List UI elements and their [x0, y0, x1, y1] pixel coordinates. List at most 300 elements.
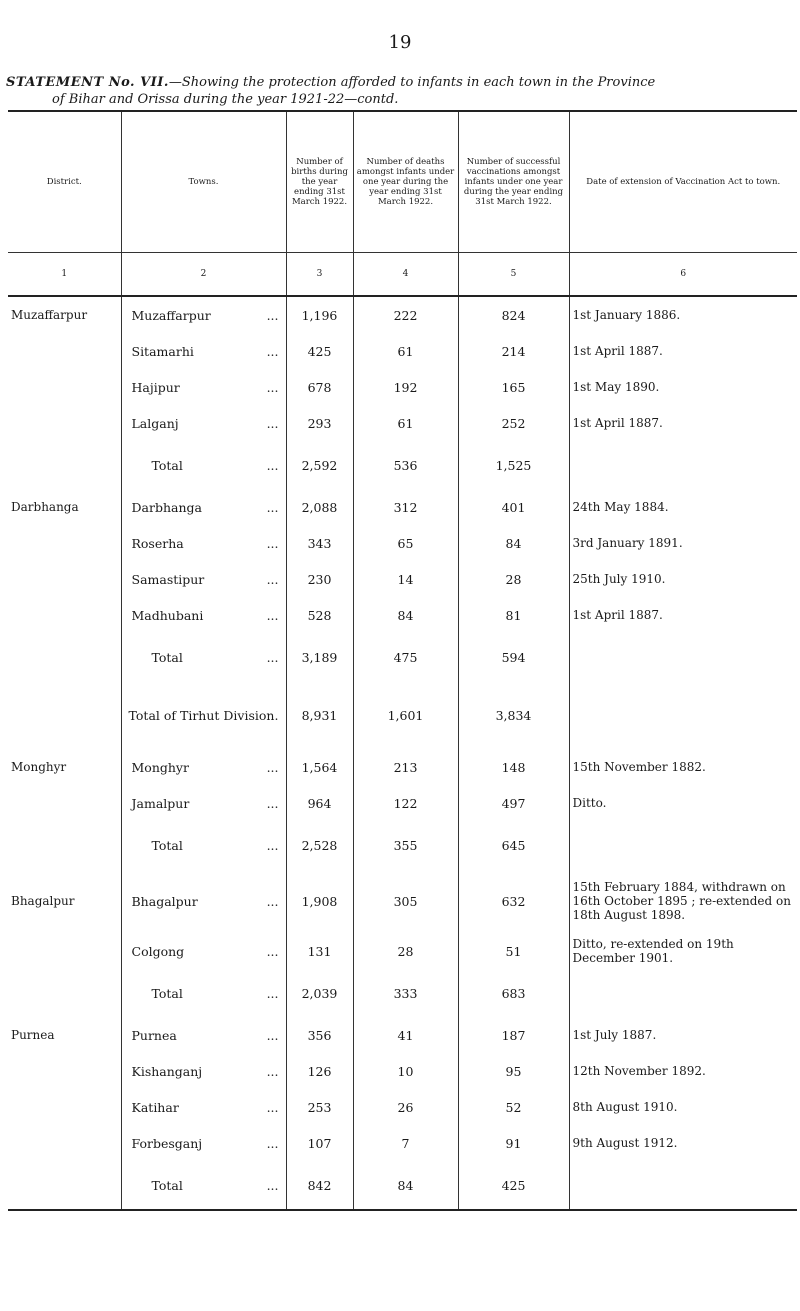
births-text: 678: [307, 379, 332, 395]
date-cell: [569, 561, 797, 597]
district-cell: [8, 633, 121, 681]
table-row: [8, 1017, 797, 1053]
births-text: 343: [307, 535, 332, 551]
births-text: 425: [307, 343, 332, 359]
vaccinations-cell: [458, 681, 569, 749]
vaccinations-text: 95: [505, 1063, 522, 1079]
date-cell: [569, 333, 797, 369]
town-text: Sitamarhi: [131, 343, 194, 359]
births-text: 230: [307, 571, 332, 587]
date-cell: [569, 1053, 797, 1089]
town-cell: [121, 333, 286, 369]
deaths-text: 26: [397, 1099, 414, 1115]
leader-dots: ...: [266, 943, 279, 959]
vaccinations-text: 148: [501, 759, 526, 775]
births-cell: [286, 441, 353, 489]
district-cell: [8, 933, 121, 969]
deaths-cell: [353, 821, 458, 869]
table-row: [8, 525, 797, 561]
deaths-text: 222: [393, 307, 418, 323]
statement-title: [6, 74, 796, 108]
vaccinations-cell: [458, 1053, 569, 1089]
births-cell: [286, 681, 353, 749]
date-text: 1st July 1887.: [572, 1028, 657, 1042]
vaccinations-text: 824: [501, 307, 526, 323]
births-cell: [286, 933, 353, 969]
table-row: [8, 405, 797, 441]
district-cell: [8, 525, 121, 561]
births-text: 8,931: [301, 707, 338, 723]
births-cell: [286, 1089, 353, 1125]
deaths-text: 213: [393, 759, 418, 775]
table-row: [8, 749, 797, 785]
vaccinations-cell: [458, 749, 569, 785]
vaccinations-text: 632: [501, 893, 526, 909]
deaths-cell: [353, 369, 458, 405]
date-text: 1st April 1887.: [572, 416, 663, 430]
deaths-cell: [353, 1161, 458, 1210]
date-text: 24th May 1884.: [572, 500, 669, 514]
district-cell: [8, 749, 121, 785]
deaths-text: 65: [397, 535, 414, 551]
district-cell: [8, 1125, 121, 1161]
deaths-text: 475: [393, 649, 418, 665]
births-text: 2,039: [301, 985, 338, 1001]
vaccinations-text: 52: [505, 1099, 522, 1115]
leader-dots: ...: [266, 985, 279, 1001]
district-cell: [8, 1017, 121, 1053]
deaths-cell: [353, 333, 458, 369]
table-row: [8, 597, 797, 633]
births-cell: [286, 369, 353, 405]
date-cell: [569, 525, 797, 561]
births-cell: [286, 1017, 353, 1053]
leader-dots: ...: [266, 379, 279, 395]
births-text: 964: [307, 795, 332, 811]
vaccinations-cell: [458, 561, 569, 597]
date-text: 15th February 1884, withdrawn on 16th October 1895 ; re-extended on 18th August 1898.: [572, 880, 791, 922]
leader-dots: ...: [266, 607, 279, 623]
column-number: 3: [286, 253, 353, 297]
vaccinations-text: 28: [505, 571, 522, 587]
total-row: [8, 633, 797, 681]
table-row: [8, 1053, 797, 1089]
births-cell: [286, 969, 353, 1017]
deaths-text: 305: [393, 893, 418, 909]
deaths-text: 536: [393, 457, 418, 473]
leader-dots: ...: [266, 343, 279, 359]
deaths-cell: [353, 525, 458, 561]
births-text: 126: [307, 1063, 332, 1079]
header-towns: Towns.: [121, 112, 286, 253]
table-row: [8, 369, 797, 405]
leader-dots: ...: [266, 837, 279, 853]
births-text: 1,564: [301, 759, 338, 775]
infant-protection-table: [8, 112, 797, 1211]
district-text: Muzaffarpur: [11, 308, 88, 322]
town-text: Jamalpur: [131, 795, 190, 811]
leader-dots: ...: [266, 893, 279, 909]
vaccinations-cell: [458, 525, 569, 561]
town-cell: [121, 869, 286, 933]
births-text: 2,528: [301, 837, 338, 853]
district-cell: [8, 296, 121, 333]
date-cell: [569, 369, 797, 405]
births-cell: [286, 333, 353, 369]
vaccinations-text: 214: [501, 343, 526, 359]
town-text: Madhubani: [131, 607, 204, 623]
district-cell: [8, 561, 121, 597]
town-cell: [121, 1125, 286, 1161]
town-cell: [121, 597, 286, 633]
date-cell: [569, 1089, 797, 1125]
column-number: 4: [353, 253, 458, 297]
date-cell: [569, 1017, 797, 1053]
vaccinations-text: 497: [501, 795, 526, 811]
total-label-text: Total: [151, 649, 183, 665]
date-cell: [569, 633, 797, 681]
date-cell: [569, 785, 797, 821]
deaths-cell: [353, 633, 458, 681]
deaths-text: 10: [397, 1063, 414, 1079]
leader-dots: ...: [266, 307, 279, 323]
deaths-text: 84: [397, 607, 414, 623]
deaths-cell: [353, 1017, 458, 1053]
total-row: [8, 969, 797, 1017]
total-label-text: Total: [151, 457, 183, 473]
leader-dots: ...: [266, 649, 279, 665]
total-row: [8, 1161, 797, 1210]
vaccinations-cell: [458, 633, 569, 681]
district-cell: [8, 597, 121, 633]
district-cell: [8, 489, 121, 525]
deaths-text: 312: [393, 499, 418, 515]
column-number: 6: [569, 253, 797, 297]
births-text: 2,592: [301, 457, 338, 473]
district-cell: [8, 405, 121, 441]
date-text: 1st May 1890.: [572, 380, 660, 394]
births-text: 842: [307, 1177, 332, 1193]
births-cell: [286, 1053, 353, 1089]
district-cell: [8, 785, 121, 821]
vaccinations-cell: [458, 1125, 569, 1161]
total-row: [8, 441, 797, 489]
town-text: Bhagalpur: [131, 893, 198, 909]
total-label-cell: [121, 1161, 286, 1210]
vaccinations-text: 401: [501, 499, 526, 515]
leader-dots: ...: [266, 571, 279, 587]
date-text: 25th July 1910.: [572, 572, 666, 586]
vaccinations-cell: [458, 785, 569, 821]
column-number-row: [8, 253, 797, 297]
table-row: [8, 296, 797, 333]
total-label-text: Total: [151, 985, 183, 1001]
leader-dots: ...: [266, 499, 279, 515]
leader-dots: ...: [266, 795, 279, 811]
total-label-cell: [121, 969, 286, 1017]
deaths-text: 355: [393, 837, 418, 853]
town-cell: [121, 561, 286, 597]
births-cell: [286, 405, 353, 441]
vaccinations-text: 3,834: [495, 707, 532, 723]
town-cell: [121, 405, 286, 441]
town-text: Colgong: [131, 943, 185, 959]
total-label-text: Total of Tirhut Division.: [128, 707, 279, 723]
vaccinations-text: 425: [501, 1177, 526, 1193]
date-text: 1st January 1886.: [572, 308, 681, 322]
vaccinations-cell: [458, 597, 569, 633]
town-cell: [121, 933, 286, 969]
date-cell: [569, 296, 797, 333]
district-text: Monghyr: [11, 760, 67, 774]
total-label-text: Total: [151, 837, 183, 853]
deaths-text: 122: [393, 795, 418, 811]
date-cell: [569, 821, 797, 869]
total-row: [8, 821, 797, 869]
deaths-text: 84: [397, 1177, 414, 1193]
statement-title-line2: of Bihar and Orissa during the year 1921-22—contd.: [52, 92, 399, 107]
town-text: Katihar: [131, 1099, 179, 1115]
deaths-cell: [353, 933, 458, 969]
births-cell: [286, 821, 353, 869]
header-row: [8, 112, 797, 253]
town-cell: [121, 369, 286, 405]
vaccinations-cell: [458, 869, 569, 933]
births-text: 2,088: [301, 499, 338, 515]
table-row: [8, 1089, 797, 1125]
deaths-text: 192: [393, 379, 418, 395]
date-text: 9th August 1912.: [572, 1136, 678, 1150]
district-cell: [8, 1053, 121, 1089]
table-body: [8, 296, 797, 1210]
total-label-cell: [121, 441, 286, 489]
table-row: [8, 561, 797, 597]
date-cell: [569, 1161, 797, 1210]
births-cell: [286, 597, 353, 633]
district-cell: [8, 869, 121, 933]
total-label-cell: [121, 821, 286, 869]
vaccinations-cell: [458, 1017, 569, 1053]
district-cell: [8, 1089, 121, 1125]
header-births: Number of births during the year ending 31st March 1922.: [286, 112, 353, 253]
town-text: Kishanganj: [131, 1063, 203, 1079]
header-vaccinations: Number of successful vaccinations amongst infants under one year during the year ending 31st March 1922.: [458, 112, 569, 253]
town-cell: [121, 296, 286, 333]
table-row: [8, 489, 797, 525]
vaccinations-text: 645: [501, 837, 526, 853]
leader-dots: ...: [266, 1099, 279, 1115]
column-number: 1: [8, 253, 121, 297]
page-number: 19: [388, 32, 412, 53]
births-text: 356: [307, 1027, 332, 1043]
town-cell: [121, 525, 286, 561]
table-row: [8, 933, 797, 969]
deaths-cell: [353, 296, 458, 333]
town-text: Samastipur: [131, 571, 205, 587]
date-text: 8th August 1910.: [572, 1100, 678, 1114]
district-text: Darbhanga: [11, 500, 79, 514]
date-text: 1st April 1887.: [572, 344, 663, 358]
town-text: Purnea: [131, 1027, 177, 1043]
births-cell: [286, 1161, 353, 1210]
births-cell: [286, 525, 353, 561]
births-text: 3,189: [301, 649, 338, 665]
deaths-text: 333: [393, 985, 418, 1001]
vaccinations-text: 165: [501, 379, 526, 395]
deaths-text: 1,601: [387, 707, 424, 723]
table-row: [8, 869, 797, 933]
deaths-cell: [353, 1089, 458, 1125]
district-text: Purnea: [11, 1028, 55, 1042]
vaccinations-text: 187: [501, 1027, 526, 1043]
deaths-text: 28: [397, 943, 414, 959]
date-cell: [569, 489, 797, 525]
total-label-cell: [121, 633, 286, 681]
district-cell: [8, 681, 121, 749]
statement-number: STATEMENT No. VII.: [6, 75, 169, 90]
deaths-text: 14: [397, 571, 414, 587]
deaths-cell: [353, 489, 458, 525]
column-number: 2: [121, 253, 286, 297]
date-cell: [569, 681, 797, 749]
births-text: 107: [307, 1135, 332, 1151]
date-cell: [569, 749, 797, 785]
table-row: [8, 785, 797, 821]
births-cell: [286, 749, 353, 785]
vaccinations-cell: [458, 441, 569, 489]
town-cell: [121, 1017, 286, 1053]
date-cell: [569, 1125, 797, 1161]
vaccinations-text: 683: [501, 985, 526, 1001]
births-text: 253: [307, 1099, 332, 1115]
births-cell: [286, 296, 353, 333]
vaccinations-text: 594: [501, 649, 526, 665]
deaths-cell: [353, 681, 458, 749]
date-text: 15th November 1882.: [572, 760, 706, 774]
deaths-cell: [353, 1125, 458, 1161]
date-text: 1st April 1887.: [572, 608, 663, 622]
town-text: Muzaffarpur: [131, 307, 211, 323]
vaccinations-cell: [458, 369, 569, 405]
date-cell: [569, 969, 797, 1017]
leader-dots: ...: [266, 1177, 279, 1193]
town-cell: [121, 489, 286, 525]
vaccinations-cell: [458, 933, 569, 969]
leader-dots: ...: [266, 1027, 279, 1043]
deaths-text: 41: [397, 1027, 414, 1043]
births-cell: [286, 785, 353, 821]
header-deaths: Number of deaths amongst infants under one year during the year ending 31st March 1922.: [353, 112, 458, 253]
date-text: Ditto, re-extended on 19th December 1901.: [572, 937, 734, 965]
statement-title-rest: —Showing the protection afforded to infants in each town in the Province: [168, 75, 656, 90]
leader-dots: ...: [266, 1063, 279, 1079]
births-text: 131: [307, 943, 332, 959]
deaths-cell: [353, 869, 458, 933]
total-label-cell: [121, 681, 286, 749]
vaccinations-cell: [458, 821, 569, 869]
births-text: 528: [307, 607, 332, 623]
vaccinations-cell: [458, 405, 569, 441]
vaccinations-cell: [458, 1161, 569, 1210]
vaccinations-cell: [458, 969, 569, 1017]
date-cell: [569, 869, 797, 933]
town-cell: [121, 1089, 286, 1125]
district-text: Bhagalpur: [11, 894, 75, 908]
town-text: Darbhanga: [131, 499, 202, 515]
leader-dots: ...: [266, 535, 279, 551]
table-row: [8, 1125, 797, 1161]
total-label-text: Total: [151, 1177, 183, 1193]
births-text: 1,196: [301, 307, 338, 323]
deaths-cell: [353, 1053, 458, 1089]
header-date: Date of extension of Vaccination Act to town.: [569, 112, 797, 253]
vaccinations-cell: [458, 296, 569, 333]
vaccinations-text: 81: [505, 607, 522, 623]
deaths-text: 61: [397, 415, 414, 431]
births-text: 1,908: [301, 893, 338, 909]
date-text: Ditto.: [572, 796, 607, 810]
vaccinations-cell: [458, 1089, 569, 1125]
total-row: [8, 681, 797, 749]
date-cell: [569, 441, 797, 489]
births-cell: [286, 633, 353, 681]
leader-dots: ...: [266, 415, 279, 431]
vaccinations-text: 51: [505, 943, 522, 959]
deaths-cell: [353, 561, 458, 597]
deaths-cell: [353, 597, 458, 633]
district-cell: [8, 821, 121, 869]
leader-dots: ...: [266, 759, 279, 775]
deaths-cell: [353, 785, 458, 821]
date-text: 3rd January 1891.: [572, 536, 683, 550]
vaccinations-text: 84: [505, 535, 522, 551]
births-cell: [286, 561, 353, 597]
header-district: District.: [8, 112, 121, 253]
town-text: Forbesganj: [131, 1135, 203, 1151]
births-cell: [286, 869, 353, 933]
date-cell: [569, 933, 797, 969]
column-number: 5: [458, 253, 569, 297]
deaths-text: 7: [401, 1135, 410, 1151]
town-text: Lalganj: [131, 415, 179, 431]
vaccinations-text: 252: [501, 415, 526, 431]
leader-dots: ...: [266, 1135, 279, 1151]
deaths-cell: [353, 405, 458, 441]
town-cell: [121, 749, 286, 785]
vaccinations-text: 91: [505, 1135, 522, 1151]
births-text: 293: [307, 415, 332, 431]
district-cell: [8, 441, 121, 489]
deaths-cell: [353, 749, 458, 785]
town-cell: [121, 785, 286, 821]
deaths-cell: [353, 969, 458, 1017]
date-text: 12th November 1892.: [572, 1064, 706, 1078]
vaccinations-text: 1,525: [495, 457, 532, 473]
district-cell: [8, 1161, 121, 1210]
deaths-cell: [353, 441, 458, 489]
births-cell: [286, 1125, 353, 1161]
town-text: Hajipur: [131, 379, 180, 395]
table-row: [8, 333, 797, 369]
district-cell: [8, 369, 121, 405]
births-cell: [286, 489, 353, 525]
town-text: Roserha: [131, 535, 184, 551]
date-cell: [569, 405, 797, 441]
town-text: Monghyr: [131, 759, 189, 775]
district-cell: [8, 333, 121, 369]
date-cell: [569, 597, 797, 633]
deaths-text: 61: [397, 343, 414, 359]
